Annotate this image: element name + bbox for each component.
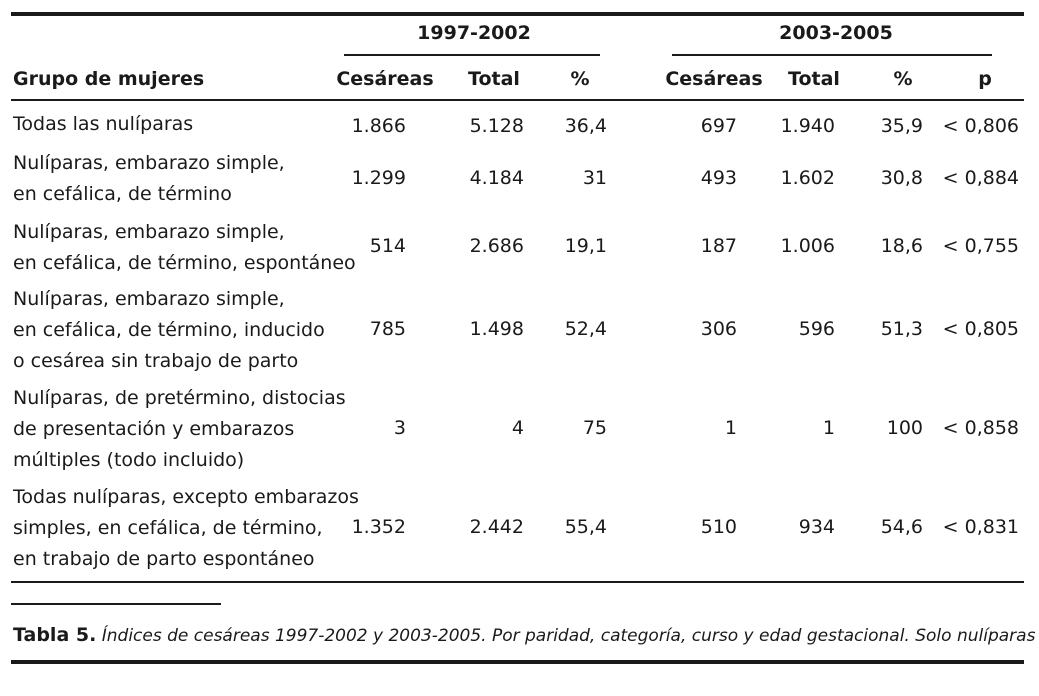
- table-row-label: Todas nulíparas, excepto embarazos simples, en cefálica, de término, en trabajo de parto espontáneo: [13, 486, 359, 570]
- table-cell: 1: [822, 417, 835, 439]
- table-cell: < 0,884: [942, 167, 1019, 189]
- table-cell: 51,3: [880, 318, 923, 340]
- table-row-label: Nulíparas, embarazo simple, en cefálica, de término, inducido o cesárea sin trabajo de parto: [13, 288, 325, 372]
- caption-label: Tabla 5.: [13, 624, 97, 646]
- table-cell: < 0,755: [942, 235, 1019, 257]
- table-cell: < 0,806: [942, 115, 1019, 137]
- table-cell: 1.940: [780, 115, 835, 137]
- table-cell: 35,9: [880, 115, 923, 137]
- header-rule: [11, 99, 1024, 101]
- table-caption: [13, 624, 1035, 646]
- table-cell: 2.442: [469, 516, 524, 538]
- table-cell: 514: [369, 235, 406, 257]
- table-cell: < 0,805: [942, 318, 1019, 340]
- table-cell: 306: [700, 318, 737, 340]
- table-cell: 75: [582, 417, 607, 439]
- table-cell: 19,1: [564, 235, 607, 257]
- table-row-label: Nulíparas, embarazo simple, en cefálica, de término, espontáneo: [13, 221, 356, 274]
- col-header-pct-2: %: [893, 68, 913, 90]
- table-cell: 30,8: [880, 167, 923, 189]
- table-cell: 54,6: [880, 516, 923, 538]
- table-cell: 2.686: [469, 235, 524, 257]
- group-rule-2003-2005: [672, 54, 992, 56]
- table-cell: 1: [724, 417, 737, 439]
- table-cell: 3: [393, 417, 406, 439]
- col-header-cesareas-1: Cesáreas: [336, 68, 434, 90]
- table-cell: 187: [700, 235, 737, 257]
- col-header-p: p: [978, 68, 992, 90]
- table-cell: < 0,858: [942, 417, 1019, 439]
- table-cell: 100: [886, 417, 923, 439]
- table-cell: 1.866: [351, 115, 406, 137]
- col-header-cesareas-2: Cesáreas: [665, 68, 763, 90]
- table-cell: < 0,831: [942, 516, 1019, 538]
- table-cell: 55,4: [564, 516, 607, 538]
- table-row-label: Todas las nulíparas: [13, 113, 194, 135]
- table-cell: 697: [700, 115, 737, 137]
- col-header-grupo: Grupo de mujeres: [13, 68, 205, 90]
- table-cell: 1.602: [780, 167, 835, 189]
- table-cell: 596: [798, 318, 835, 340]
- top-rule: [11, 12, 1024, 16]
- caption-bottom-rule: [11, 660, 1024, 664]
- table-cell: 1.299: [351, 167, 406, 189]
- col-header-total-2: Total: [788, 68, 840, 90]
- table-cell: 934: [798, 516, 835, 538]
- table-cell: 1.498: [469, 318, 524, 340]
- table-cell: 1.352: [351, 516, 406, 538]
- table-cell: 18,6: [880, 235, 923, 257]
- table-cell: 52,4: [564, 318, 607, 340]
- table-cell: 785: [369, 318, 406, 340]
- table-cell: 1.006: [780, 235, 835, 257]
- table-cell: 31: [582, 167, 607, 189]
- bottom-rule: [11, 581, 1024, 583]
- table-cell: 4: [511, 417, 524, 439]
- col-header-total-1: Total: [468, 68, 520, 90]
- group-header-2003-2005: 2003-2005: [779, 22, 893, 44]
- caption-text: Índices de cesáreas 1997-2002 y 2003-2005. Por paridad, categoría, curso y edad gestacional. Solo nulíparas: [101, 626, 1036, 646]
- table-cell: 493: [700, 167, 737, 189]
- table-row-label: Nulíparas, de pretérmino, distocias de presentación y embarazos múltiples (todo incluido): [13, 387, 346, 471]
- table-cell: 36,4: [564, 115, 607, 137]
- footnote-rule: [11, 603, 221, 605]
- col-header-pct-1: %: [570, 68, 590, 90]
- table-row-label: Nulíparas, embarazo simple, en cefálica, de término: [13, 152, 285, 205]
- group-header-1997-2002: 1997-2002: [417, 22, 531, 44]
- table-cell: 4.184: [469, 167, 524, 189]
- table-cell: 510: [700, 516, 737, 538]
- group-rule-1997-2002: [344, 54, 600, 56]
- table-cell: 5.128: [469, 115, 524, 137]
